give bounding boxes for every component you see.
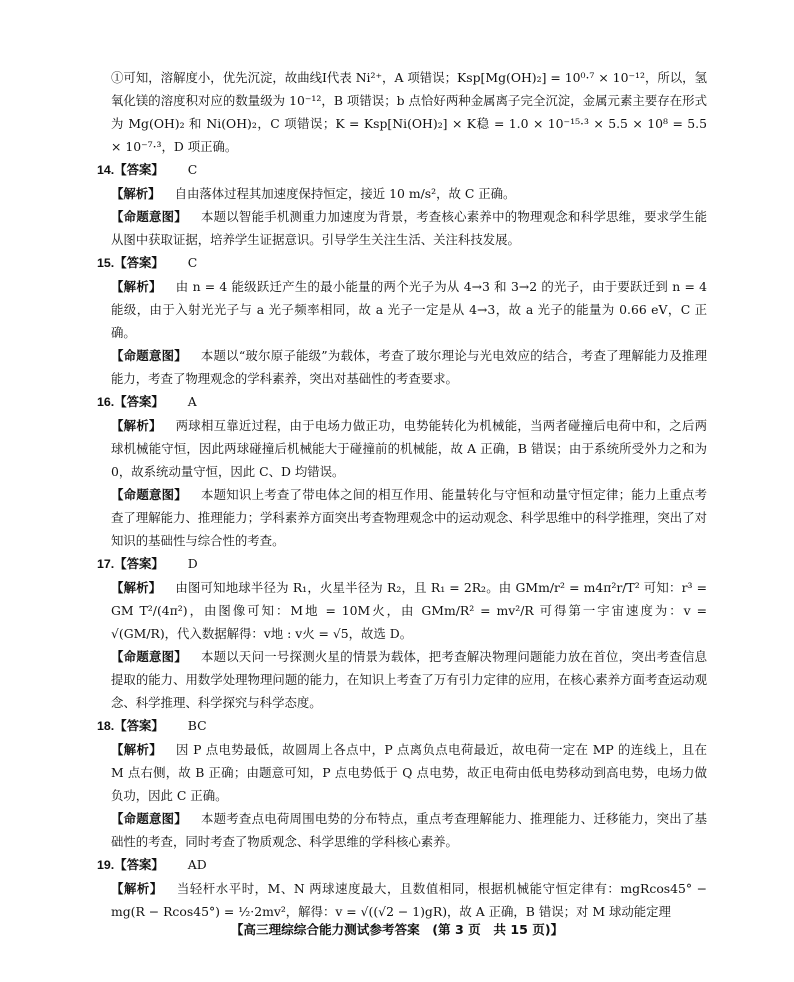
question-number: 15. — [97, 256, 115, 270]
intent-text: 本题知识上考查了带电体之间的相互作用、能量转化与守恒和动量守恒定律；能力上重点考查了理解能力、推理能力；学科素养方面突出考查物理观念中的运动观念、科学思维中的科学推理，突出了对知识的基础性与综合性的考查。 — [111, 487, 708, 548]
answer-tag: 【答案】 — [114, 394, 164, 409]
analysis-paragraph — [97, 738, 707, 807]
answer-tag: 【答案】 — [114, 718, 164, 733]
answer-tag: 【答案】 — [114, 556, 164, 571]
analysis-tag: 【解析】 — [111, 580, 162, 595]
answer-tag: 【答案】 — [114, 255, 164, 270]
answer-value: BC — [187, 718, 207, 733]
analysis-text: 由图可知地球半径为 R₁，火星半径为 R₂，且 R₁ = 2R₂。由 GMm/r² = m4π²r/T² 可知：r³ = GM T²/(4π²)，由图像可知：M地 = 10M火，由 GMm/R² = mv²/R 可得第一宇宙速度为：v = √(GM/R)，代入数据解得：v地 : v火 = √5，故选 D。 — [111, 580, 707, 641]
intent-text: 本题以“玻尔原子能级”为载体，考查了玻尔理论与光电效应的结合，考查了理解能力及推理能力，考查了物理观念的学科素养，突出对基础性的考查要求。 — [111, 348, 708, 386]
analysis-text: 自由落体过程其加速度保持恒定，接近 10 m/s²，故 C 正确。 — [174, 186, 516, 201]
page-footer: 【高三理综综合能力测试参考答案 (第 3 页 共 15 页)】 — [230, 922, 564, 937]
question-number: 14. — [97, 163, 115, 177]
analysis-tag: 【解析】 — [111, 742, 163, 757]
intent-text: 本题以天问一号探测火星的情景为载体，把考查解决物理问题能力放在首位，突出考查信息提取的能力、用数学处理物理问题的能力，在知识上考查了万有引力定律的应用，在核心素养方面考查运动观念、科学推理、科学探究与科学态度。 — [111, 649, 708, 710]
question-14 — [97, 158, 707, 251]
analysis-text: 因 P 点电势最低，故圆周上各点中，P 点离负点电荷最近，故电荷一定在 MP 的连线上，且在 M 点右侧，故 B 正确；由题意可知，P 点电势低于 Q 点电势，故正电荷由低电势移动到高电势，电场力做负功，因此 C 正确。 — [111, 742, 707, 803]
answer-tag: 【答案】 — [114, 857, 164, 872]
intent-text: 本题以智能手机测重力加速度为背景，考查核心素养中的物理观念和科学思维，要求学生能从图中获取证据，培养学生证据意识。引导学生关注生活、关注科技发展。 — [111, 209, 708, 247]
analysis-tag: 【解析】 — [111, 279, 162, 294]
intent-tag: 【命题意图】 — [111, 209, 187, 224]
answer-value: D — [187, 556, 198, 571]
question-18 — [97, 714, 707, 853]
intent-tag: 【命题意图】 — [111, 649, 187, 664]
analysis-paragraph — [97, 414, 707, 483]
analysis-tag: 【解析】 — [111, 881, 163, 896]
analysis-text: 两球相互靠近过程，由于电场力做正功，电势能转化为机械能，当两者碰撞后电荷中和，之后两球机械能守恒，因此两球碰撞后机械能大于碰撞前的机械能，故 A 正确，B 错误；由于系统所受外力之和为 0，故系统动量守恒，因此 C、D 均错误。 — [111, 418, 708, 479]
question-16 — [97, 390, 707, 552]
answer-tag: 【答案】 — [114, 162, 164, 177]
question-number: 16. — [97, 395, 115, 409]
intent-tag: 【命题意图】 — [111, 811, 187, 826]
intent-paragraph — [97, 483, 707, 552]
analysis-text: 由 n = 4 能级跃迁产生的最小能量的两个光子为从 4→3 和 3→2 的光子，由于要跃迁到 n = 4 能级，由于入射光光子与 a 光子频率相同，故 a 光子一定是从 4→3，故 a 光子的能量为 0.66 eV，C 正确。 — [111, 279, 707, 340]
answer-value: C — [187, 162, 198, 177]
analysis-paragraph — [97, 275, 707, 344]
question-number: 19. — [97, 858, 115, 872]
analysis-paragraph — [97, 182, 707, 205]
answer-value: AD — [187, 857, 207, 872]
intent-text: 本题考查点电荷周围电势的分布特点，重点考查理解能力、推理能力、迁移能力，突出了基础性的考查，同时考查了物质观念、科学思维的学科核心素养。 — [111, 811, 708, 849]
answer-value: A — [187, 394, 197, 409]
analysis-text: 当轻杆水平时，M、N 两球速度最大，且数值相同，根据机械能守恒定律有：mgRcos45° − mg(R − Rcos45°) = ½·2mv²，解得：v = √((√2 − 1)gR)，故 A 正确，B 错误；对 M 球动能定理 — [111, 881, 708, 919]
question-19 — [97, 853, 707, 923]
intent-paragraph — [97, 344, 707, 390]
question-17 — [97, 552, 707, 714]
analysis-tag: 【解析】 — [111, 418, 162, 433]
answer-value: C — [187, 255, 198, 270]
question-15 — [97, 251, 707, 390]
question-number: 17. — [97, 557, 115, 571]
intent-tag: 【命题意图】 — [111, 348, 187, 363]
answer-content — [97, 66, 707, 923]
intro-paragraph: ①可知，溶解度小，优先沉淀，故曲线Ⅰ代表 Ni²⁺，A 项错误；Ksp[Mg(OH)₂] = 10⁰·⁷ × 10⁻¹²，所以，氢氧化镁的溶度积对应的数量级为 10⁻¹²，B 项错误；b 点恰好两种金属离子完全沉淀，金属元素主要存在形式为 Mg(OH)₂ 和 Ni(OH)₂，C 项错误；K = Ksp[Ni(OH)₂] × K稳 = 1.0 × 10⁻¹⁵·³ × 5.5 × 10⁸ = 5.5 × 10⁻⁷·³，D 项正确。 — [111, 70, 707, 154]
intent-paragraph — [97, 807, 707, 853]
intent-tag: 【命题意图】 — [111, 487, 187, 502]
question-number: 18. — [97, 719, 115, 733]
analysis-paragraph — [97, 877, 707, 923]
analysis-tag: 【解析】 — [111, 186, 161, 201]
analysis-paragraph — [97, 576, 707, 645]
intent-paragraph — [97, 645, 707, 714]
intent-paragraph — [97, 205, 707, 251]
